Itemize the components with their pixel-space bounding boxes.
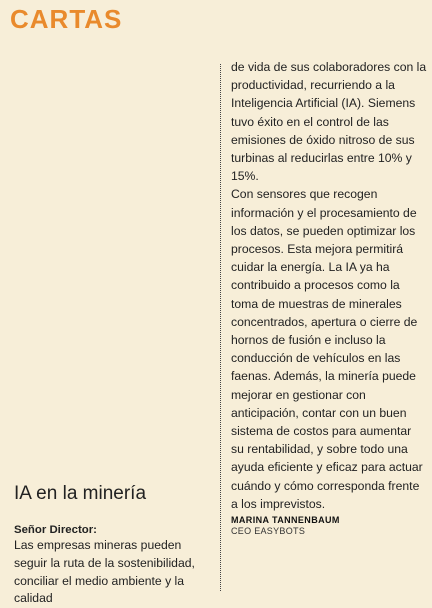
letter-body-paragraph: de vida de sus colaboradores con la productividad, recurriendo a la Inteligencia Artificial (IA). Siemens tuvo éxito en el control de las emisiones de óxido nitroso de sus turbinas al reducirlas entre 10% y 15%. bbox=[231, 60, 427, 184]
letter-right-column bbox=[231, 58, 427, 537]
letter-body-left: Las empresas mineras pueden seguir la ruta de la sostenibilidad, conciliar el medio ambiente y la calidad bbox=[14, 538, 195, 606]
section-title: CARTAS bbox=[10, 4, 123, 34]
column-divider bbox=[220, 64, 221, 591]
signature-name: MARINA TANNENBAUM bbox=[231, 515, 340, 526]
signature-role: CEO EASYBOTS bbox=[231, 526, 306, 537]
letter-body-paragraph: Con sensores que recogen información y el procesamiento de los datos, se pueden optimizar los procesos. Esta mejora permitirá cuidar la energía. La IA ya ha contribuido a procesos como la toma de muestras de minerales concentrados, apertura o cierre de hornos de fusión e incluso la conducción de vehículos en las faenas. Además, la minería puede mejorar en gestionar con anticipación, contar con un buen sistema de costos para aumentar su rentabilidad, y sobre todo una ayuda eficiente y eficaz para actuar cuándo y cómo corresponda frente a los imprevistos. bbox=[231, 187, 423, 511]
letter-left-column bbox=[14, 482, 210, 608]
letter-salutation: Señor Director: bbox=[14, 524, 97, 536]
letter-title: IA en la minería bbox=[14, 483, 147, 504]
